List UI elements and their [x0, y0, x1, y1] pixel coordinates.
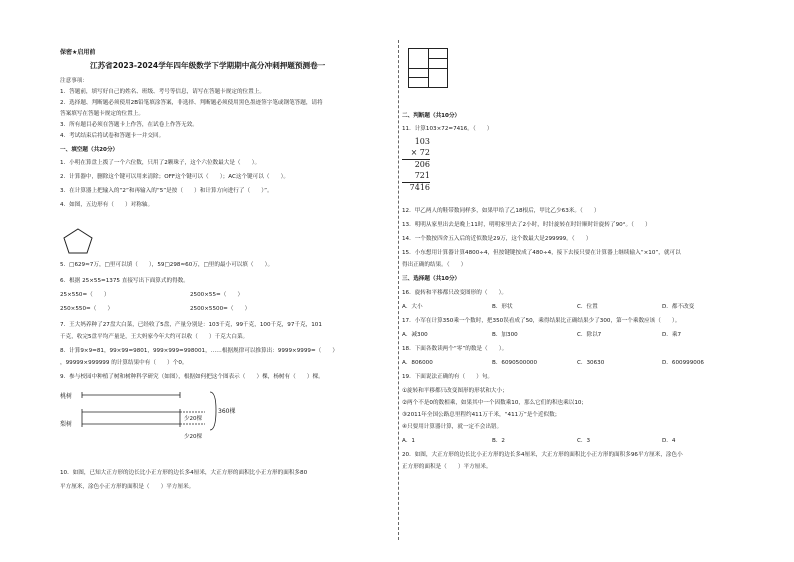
q19-option-d: D．4: [662, 438, 676, 444]
section-heading: 三、选择题（共10分）: [402, 276, 461, 282]
question-15-cont: 得出正确的结果。（ ）: [402, 262, 467, 268]
vm-line-1: 103: [414, 137, 430, 146]
q17-option-a: A．减300: [402, 332, 428, 338]
question-18: 18．下面各数读两个“零”的数是（ ）。: [402, 346, 508, 352]
note-item: 答案填写在答题卡规定的位置上。: [60, 111, 144, 117]
q18-option-c: C．30630: [577, 360, 605, 366]
q16-option-c: C．位置: [577, 304, 598, 310]
section-heading: 一、填空题（共20分）: [60, 147, 119, 153]
question-1: 1．小明在算盘上拨了一个六位数，只用了2颗珠子，这个六位数最大是（ ）。: [60, 160, 261, 166]
q17-option-b: B．加300: [492, 332, 518, 338]
question-7-cont: 千克，收完5盘平均产量是，王大妈家今年大约可以收（ ）千克大白菜。: [60, 334, 249, 340]
secret-mark: 保密★启用前: [60, 49, 96, 56]
q16-option-d: D．都不改变: [662, 304, 695, 310]
notes-heading: 注意事项：: [60, 78, 88, 84]
question-17: 17．小军在计算350乘一个数时，把350误看成了50，乘得结果比正确结果少了300，第一个乘数应该（ ）。: [402, 318, 681, 324]
q6-b: 2500×55=（ ）: [190, 292, 244, 298]
vm-line-2: × 72: [410, 148, 430, 157]
q19-statement: ②两个不是0的数相乘，如果其中一个因数乘10，那么它们的积也乘以10；: [402, 400, 588, 406]
q6-c: 250×550=（ ）: [60, 306, 114, 312]
question-10: 10．如图，已知大正方形的边长比小正方形的边长多4厘米，大正方形的面积比小正方形的面积多80: [60, 470, 308, 476]
diagram-less-label: 少20棵: [184, 416, 202, 422]
question-12: 12．甲乙两人的鞋带数同样多，如果甲给了乙18根后，甲比乙少63米。（ ）: [402, 208, 600, 214]
question-14: 14．一个数按四舍五入后的近似数是29万，这个数最大是299999。（ ）: [402, 236, 592, 242]
q19-option-a: A．1: [402, 438, 415, 444]
q6-a: 25×550=（ ）: [60, 292, 110, 298]
question-3: 3．在计算器上把输入的“2”和再输入的“5”是按（ ）和计算方向进行了（ ）”。: [60, 188, 273, 194]
question-8: 8．计算9×9=81，99×99=9801，999×999=998001，……根据规律可以推算出：9999×9999=（ ）: [60, 348, 339, 354]
question-20-cont: 正方形的面积是（ ）平方厘米。: [402, 464, 492, 470]
vm-line-3: 206: [402, 159, 430, 171]
note-item: 2．选择题、判断题必须使用2B铅笔填涂答案，非选择、判断题必须使用黑色墨迹签字笔或钢笔答题，请将: [60, 100, 323, 106]
question-20: 20．如图，大正方形的边长比小正方形的边长多4厘米，大正方形的面积比小正方形的面积多96平方厘米，涂色小: [402, 452, 683, 458]
square-figure: [408, 48, 448, 88]
q19-option-b: B．2: [492, 438, 505, 444]
q16-option-a: A．大小: [402, 304, 423, 310]
question-10-cont: 平方厘米，涂色小正方形的面积是（ ）平方厘米。: [60, 484, 195, 490]
vm-line-5: 7416: [402, 182, 430, 194]
note-item: 1．答题前，填写好自己的姓名、班级、考号等信息，请写在答题卡规定的位置上。: [60, 89, 265, 95]
diagram-label-row1: 桃树: [60, 393, 73, 400]
pentagon-figure: [62, 227, 94, 255]
diagram-total-label: 360棵: [218, 408, 236, 415]
question-7: 7．王大妈养种了27盘大白菜，已经收了5盘，产量分别是：103千克，99千克，100千克，97千克，101: [60, 322, 322, 328]
question-15: 15．小东想用计算器计算4800÷4，但按键键按成了480÷4，接下去接只要在计算器上继续输入“×10”，就可以: [402, 250, 681, 256]
vertical-multiplication: [402, 137, 430, 194]
section-heading: 二、判断题（共10分）: [402, 113, 461, 119]
q18-option-b: B．6090500000: [492, 360, 538, 366]
q19-option-c: C．3: [577, 438, 591, 444]
question-5: 5．□629≈7万，□里可以填（ ），59□298≈60万，□里的最小可以填（ ）。: [60, 262, 274, 268]
question-16: 16．旋转和平移都只改变图形的（ ）。: [402, 290, 508, 296]
q6-d: 2500×5500=（ ）: [190, 306, 251, 312]
q19-statement: ③2011年全国公路总里程约411万千米，“411万”是个近似数；: [402, 412, 561, 418]
vm-line-4: 721: [414, 171, 430, 180]
question-6: 6．根据 25×55=1375 直接写出下面算式的得数。: [60, 278, 189, 284]
diagram-less-label-2: 少20棵: [184, 434, 202, 440]
question-9: 9．参与校园中种植了树和树种科学研究（如图），根据如何把这个图表示（ ）棵，杨树有（ ）棵。: [60, 374, 324, 380]
column-divider: [398, 40, 399, 540]
q19-statement: ①旋转和平移都只改变图形的形状和大小；: [402, 388, 508, 394]
q18-option-d: D．600999006: [662, 360, 704, 366]
question-11: 11．计算103×72=7416。（ ）: [402, 126, 493, 132]
diagram-label-row2: 梨树: [60, 421, 73, 428]
q18-option-a: A．806000: [402, 360, 433, 366]
q17-option-c: C．除以7: [577, 332, 602, 338]
question-13: 13．明明从家里出去是晚上11时，明明家里去了2小时，时针旋转在时针顺时针旋转了90°。（ ）: [402, 222, 651, 228]
question-8-cont: ，99999×999999 的计算结果中有（ ）个0。: [60, 360, 188, 366]
q19-statement: ④只要用计算器计算，就一定不会出错。: [402, 424, 503, 430]
note-item: 3．所有题目必须在答题卡上作答，在试卷上作答无效。: [60, 122, 198, 128]
q17-option-d: D．乘7: [662, 332, 682, 338]
tree-diagram: [60, 384, 240, 446]
question-2: 2．计算器中，删除这个键可以用来清除；OFF这个键可以（ ）；AC这个键可以（ ）。: [60, 174, 289, 180]
question-4: 4．如图，五边形有（ ）对称轴。: [60, 202, 154, 208]
page-title: 江苏省2023-2024学年四年级数学下学期期中高分冲刺押题预测卷一: [90, 61, 326, 70]
note-item: 4．考试结束后将试卷和答题卡一并交回。: [60, 133, 165, 139]
question-19: 19．下面说法正确的有（ ）句。: [402, 374, 494, 380]
q16-option-b: B．形状: [492, 304, 513, 310]
